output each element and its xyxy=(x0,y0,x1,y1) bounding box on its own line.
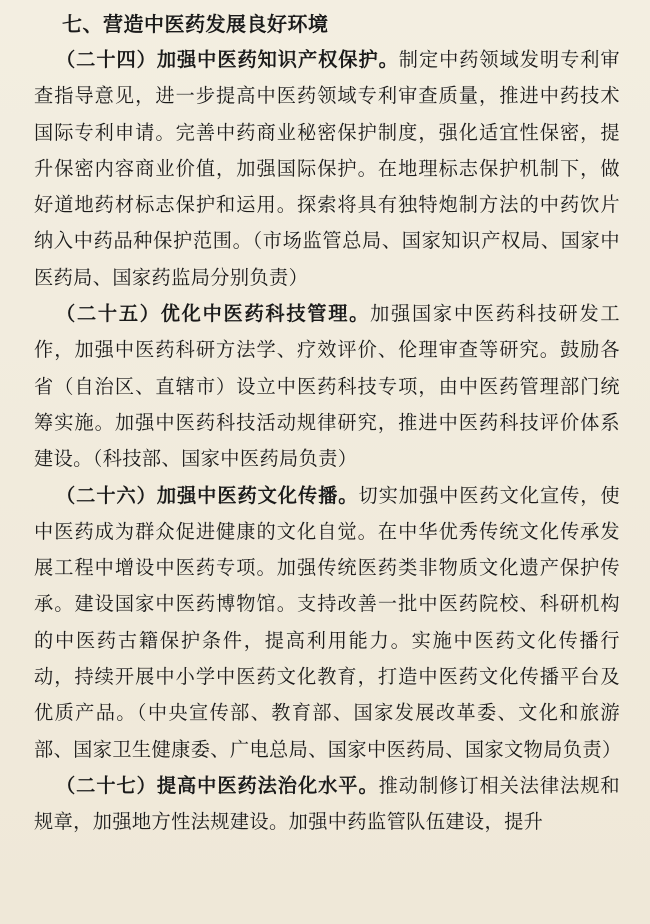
paragraph-25 xyxy=(34,296,620,477)
paragraph-body: 切实加强中医药文化宣传，使中医药成为群众促进健康的文化自觉。在中华优秀传统文化传承发展工程中增设中医药专项。加强传统医药类非物质文化遗产保护传承。建设国家中医药博物馆。支持改善一批中医药院校、科研机构的中医药古籍保护条件，提高利用能力。实施中医药文化传播行动，持续开展中小学中医药文化教育，打造中医药文化传播平台及优质产品。（中央宣传部、教育部、国家发展改革委、文化和旅游部、国家卫生健康委、广电总局、国家中医药局、国家文物局负责） xyxy=(34,483,622,761)
paragraph-heading: 优化中医药科技管理。 xyxy=(160,302,371,326)
paragraph-heading: 提高中医药法治化水平。 xyxy=(156,773,379,797)
paragraph-number: （二十五） xyxy=(56,302,161,326)
paragraph-26 xyxy=(34,478,620,768)
paragraph-heading: 加强中医药文化传播。 xyxy=(156,483,359,507)
section-title: 七、营造中医药发展良好环境 xyxy=(62,12,329,36)
paragraph-27 xyxy=(34,768,620,841)
paragraph-heading: 加强中医药知识产权保护。 xyxy=(156,48,399,71)
paragraph-number: （二十七） xyxy=(56,773,157,797)
paragraph-body: 加强国家中医药科技研发工作，加强中医药科研方法学、疗效评价、伦理审查等研究。鼓励各省（自治区、直辖市）设立中医药科技专项，由中医药管理部门统筹实施。加强中医药科技活动规律研究，推进中医药科技评价体系建设。（科技部、国家中医药局负责） xyxy=(34,302,621,471)
paragraph-number: （二十六） xyxy=(56,483,157,507)
paragraph-number: （二十四） xyxy=(56,48,157,71)
paragraph-body: 推动制修订相关法律法规和规章，加强地方性法规建设。加强中药监管队伍建设，提升 xyxy=(34,773,621,834)
paragraph-body: 制定中药领域发明专利审查指导意见，进一步提高中医药领域专利审查质量，推进中药技术国际专利申请。完善中药商业秘密保护制度，强化适宜性保密，提升保密内容商业价值，加强国际保护。在地理标志保护机制下，做好道地药材标志保护和运用。探索将具有独特炮制方法的中药饮片纳入中药品种保护范围。（市场监管总局、国家知识产权局、国家中医药局、国家药监局分别负责） xyxy=(34,48,620,289)
paragraph-24 xyxy=(34,42,620,296)
